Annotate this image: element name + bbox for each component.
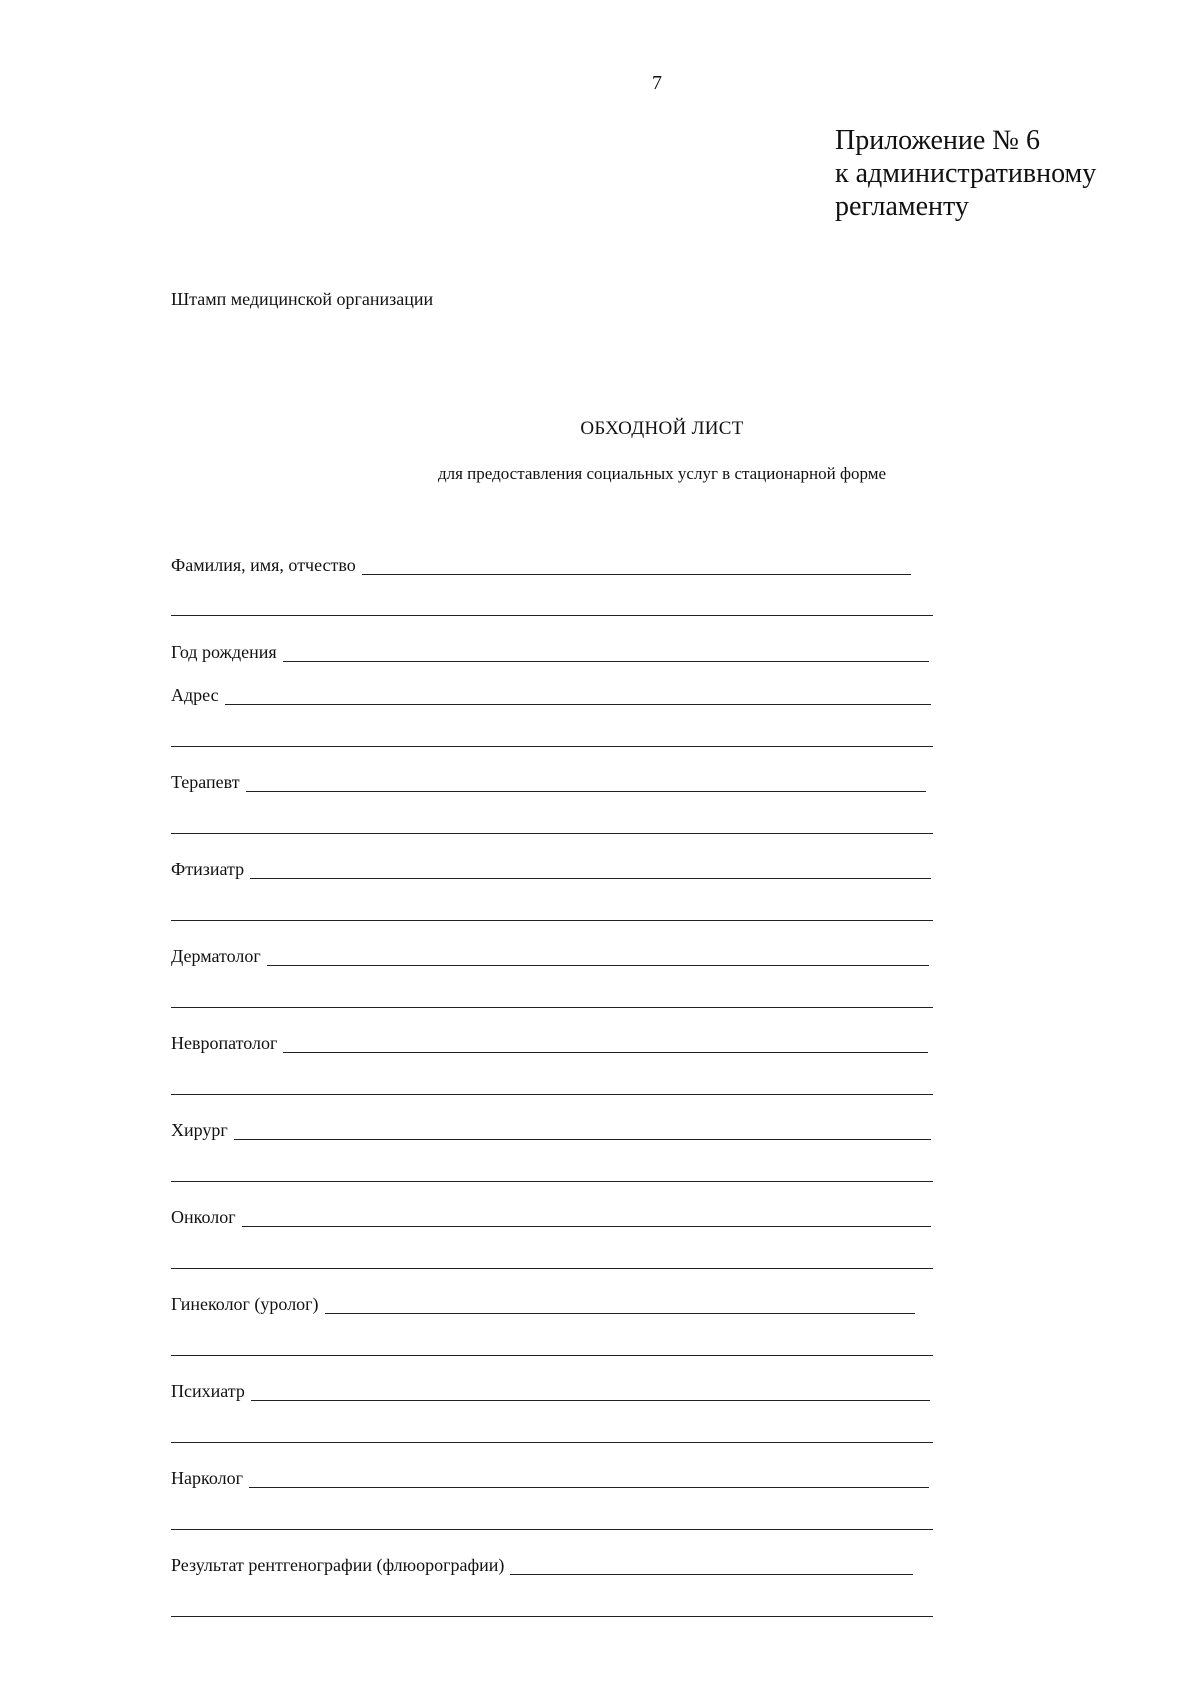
xray-field — [171, 1555, 913, 1575]
therapist-label: Терапевт — [171, 772, 240, 792]
surgeon-field — [171, 1120, 931, 1140]
birth-year-label: Год рождения — [171, 642, 277, 662]
appendix-line-3: регламенту — [835, 191, 969, 222]
therapist-field — [171, 772, 926, 792]
gynecologist-label: Гинеколог (уролог) — [171, 1294, 319, 1314]
oncologist-label: Онколог — [171, 1207, 236, 1227]
address-field — [171, 685, 931, 705]
address-label: Адрес — [171, 685, 219, 705]
surgeon-continuation-line[interactable] — [171, 1181, 933, 1182]
birth-year-field — [171, 642, 929, 662]
fio-field — [171, 555, 911, 575]
oncologist-field — [171, 1207, 931, 1227]
psychiatrist-label: Психиатр — [171, 1381, 245, 1401]
address-input-line[interactable] — [225, 688, 931, 705]
surgeon-label: Хирург — [171, 1120, 228, 1140]
gynecologist-continuation-line[interactable] — [171, 1355, 933, 1356]
xray-input-line[interactable] — [510, 1558, 913, 1575]
xray-label: Результат рентгенографии (флюорографии) — [171, 1555, 505, 1575]
xray-continuation-line[interactable] — [171, 1616, 933, 1617]
psychiatrist-input-line[interactable] — [251, 1384, 930, 1401]
narcologist-input-line[interactable] — [249, 1471, 929, 1488]
gynecologist-field — [171, 1294, 915, 1314]
appendix-note — [835, 124, 1096, 223]
dermatologist-label: Дерматолог — [171, 946, 261, 966]
psychiatrist-field — [171, 1381, 930, 1401]
narcologist-label: Нарколог — [171, 1468, 243, 1488]
neuropathologist-input-line[interactable] — [283, 1036, 928, 1053]
dermatologist-continuation-line[interactable] — [171, 1007, 933, 1008]
appendix-line-2: к административному — [835, 158, 1097, 189]
address-continuation-line[interactable] — [171, 746, 933, 747]
therapist-continuation-line[interactable] — [171, 833, 933, 834]
oncologist-input-line[interactable] — [242, 1210, 931, 1227]
dermatologist-field — [171, 946, 929, 966]
page-number: 7 — [652, 72, 662, 94]
psychiatrist-continuation-line[interactable] — [171, 1442, 933, 1443]
surgeon-input-line[interactable] — [234, 1123, 931, 1140]
document-subtitle: для предоставления социальных услуг в стационарной форме — [437, 464, 887, 483]
narcologist-field — [171, 1468, 929, 1488]
phthisiatrician-continuation-line[interactable] — [171, 920, 933, 921]
phthisiatrician-input-line[interactable] — [250, 862, 931, 879]
fio-continuation-line[interactable] — [171, 615, 933, 616]
appendix-line-1: Приложение № 6 — [835, 125, 1040, 156]
document-title: ОБХОДНОЙ ЛИСТ — [580, 418, 744, 439]
therapist-input-line[interactable] — [246, 775, 926, 792]
fio-input-line[interactable] — [362, 558, 911, 575]
gynecologist-input-line[interactable] — [325, 1297, 915, 1314]
oncologist-continuation-line[interactable] — [171, 1268, 933, 1269]
birth-year-input-line[interactable] — [283, 645, 929, 662]
phthisiatrician-label: Фтизиатр — [171, 859, 245, 879]
fio-label: Фамилия, имя, отчество — [171, 555, 356, 575]
phthisiatrician-field — [171, 859, 931, 879]
stamp-label: Штамп медицинской организации — [171, 289, 434, 309]
neuropathologist-label: Невропатолог — [171, 1033, 278, 1053]
neuropathologist-continuation-line[interactable] — [171, 1094, 933, 1095]
neuropathologist-field — [171, 1033, 928, 1053]
narcologist-continuation-line[interactable] — [171, 1529, 933, 1530]
dermatologist-input-line[interactable] — [267, 949, 929, 966]
